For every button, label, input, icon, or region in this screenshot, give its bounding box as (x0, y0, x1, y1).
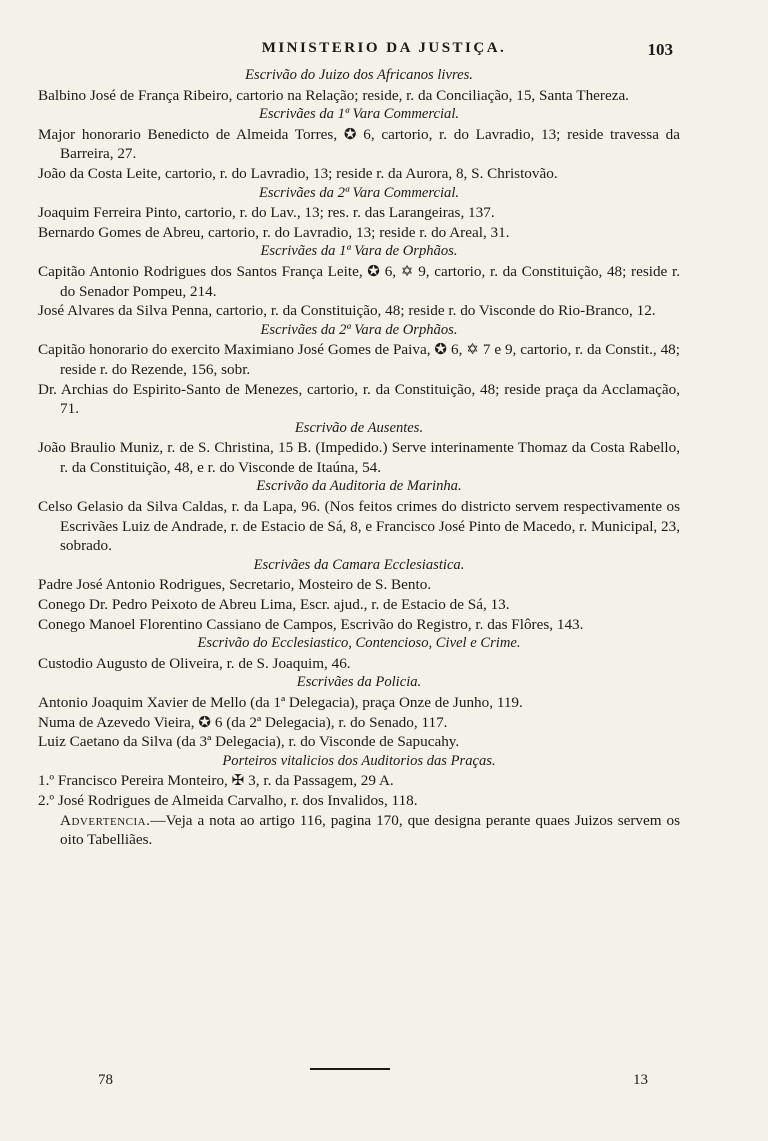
directory-entry: Antonio Joaquim Xavier de Mello (da 1ª Delegacia), praça Onze de Junho, 119. (38, 694, 523, 711)
section-heading: Escrivão do Juizo dos Africanos livres. (245, 67, 473, 83)
directory-entry: Custodio Augusto de Oliveira, r. de S. Joaquim, 46. (38, 654, 351, 672)
directory-entry: José Alvares da Silva Penna, cartorio, r. da Constituição, 48; reside r. do Visconde do Rio-Branco, 12. (38, 302, 656, 320)
section-heading: Escrivão de Ausentes. (294, 419, 424, 436)
signature-mark-right: 13 (633, 1072, 648, 1088)
section-heading: Escrivães da 1ª Vara de Orphãos. (260, 243, 458, 260)
section-heading: Porteiros vitalicios dos Auditorios das Praças. (222, 752, 496, 769)
directory-entry: Numa de Azevedo Vieira, ✪ 6 (da 2ª Delegacia), r. do Senado, 117. (38, 713, 448, 731)
section-heading: Escrivães da Camara Ecclesiastica. (253, 556, 465, 573)
directory-entry: Bernardo Gomes de Abreu, cartorio, r. do Lavradio, 13; reside r. do Areal, 31. (38, 223, 510, 241)
directory-entry: Capitão Antonio Rodrigues dos Santos França Leite, ✪ 6, ✡ 9, cartorio, r. da Constituição, 48; reside r. do Senador Pompeu, 214. (38, 262, 680, 300)
directory-entry: Padre José Antonio Rodrigues, Secretario, Mosteiro de S. Bento. (38, 576, 432, 594)
signature-mark-left: 78 (98, 1072, 113, 1088)
directory-entry: João Braulio Muniz, r. de S. Christina, 15 B. (Impedido.) Serve interinamente Thomaz da Costa Rabello, r. da Constituição, 48, e r. do Visconde de Itaúna, 54. (38, 439, 680, 476)
page-title: MINISTERIO DA JUSTIÇA. (261, 40, 507, 56)
directory-entry: Luiz Caetano da Silva (da 3ª Delegacia), r. do Visconde de Sapucahy. (38, 733, 460, 751)
section-heading: Escrivães da 2ª Vara de Orphãos. (260, 321, 458, 338)
section-heading: Escrivão da Auditoria de Marinha. (256, 478, 462, 495)
directory-entry: Conego Manoel Florentino Cassiano de Campos, Escrivão do Registro, r. das Flôres, 143. (38, 615, 584, 633)
page-number: 103 (647, 40, 673, 59)
directory-entry: João da Costa Leite, cartorio, r. do Lavradio, 13; reside r. da Aurora, 8, S. Christovão. (38, 164, 558, 182)
page-header (0, 40, 768, 66)
directory-entry: Capitão honorario do exercito Maximiano José Gomes de Paiva, ✪ 6, ✡ 7 e 9, cartorio, r. da Constit., 48; reside r. do Rezende, 156, sobr. (38, 341, 680, 378)
directory-entry: Major honorario Benedicto de Almeida Torres, ✪ 6, cartorio, r. do Lavradio, 13; reside travessa da Barreira, 27. (38, 125, 680, 163)
advertencia-label: Advertencia. (60, 811, 151, 829)
footer-rule (310, 1068, 390, 1070)
directory-entry: Celso Gelasio da Silva Caldas, r. da Lapa, 96. (Nos feitos crimes do districto servem respectivamente os Escrivães Luiz de Andrade, r. de Estacio de Sá, 8, e Francisco José Pinto de Macedo, r. Municipal, 23, sobrado. (38, 498, 680, 555)
section-heading: Escrivães da Policia. (296, 674, 422, 691)
page-footer (0, 1072, 768, 1102)
section-heading: Escrivão do Ecclesiastico, Contencioso, Civel e Crime. (197, 635, 521, 652)
section-heading: Escrivães da 1ª Vara Commercial. (258, 106, 460, 123)
directory-entry: 2.º José Rodrigues de Almeida Carvalho, r. dos Invalidos, 118. (38, 791, 418, 809)
advertencia-note (38, 811, 680, 850)
advertencia-text: —Veja a nota ao artigo 116, pagina 170, que designa perante quaes Juizos servem os oito Tabelliães. (60, 811, 680, 849)
directory-entry: Dr. Archias do Espirito-Santo de Menezes, cartorio, r. da Constituição, 48; reside praça da Acclamação, 71. (38, 380, 680, 418)
directory-entry: Conego Dr. Pedro Peixoto de Abreu Lima, Escr. ajud., r. de Estacio de Sá, 13. (38, 596, 510, 614)
directory-entry: 1.º Francisco Pereira Monteiro, ✠ 3, r. da Passagem, 29 A. (38, 772, 394, 790)
section-heading: Escrivães da 2ª Vara Commercial. (258, 184, 460, 201)
directory-entry: Balbino José de França Ribeiro, cartorio na Relação; reside, r. da Conciliação, 15, Santa Thereza. (38, 86, 629, 104)
document-body (38, 66, 680, 850)
directory-entry: Joaquim Ferreira Pinto, cartorio, r. do Lav., 13; res. r. das Larangeiras, 137. (38, 204, 495, 222)
